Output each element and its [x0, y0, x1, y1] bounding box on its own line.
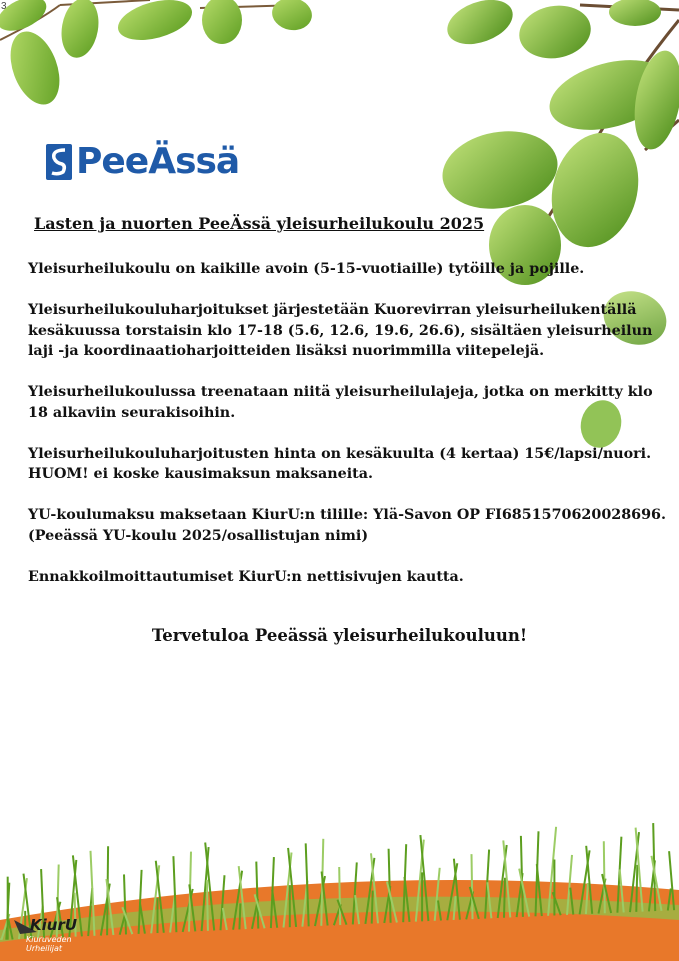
paragraph [28, 505, 678, 546]
grass-blade [239, 903, 240, 929]
paragraph-line: Yleisurheilukoulussa treenataan niitä yleisurheilulajeja, jotka on merkitty klo [28, 384, 653, 400]
grass-blade [472, 854, 473, 919]
page-title: Lasten ja nuorten PeeÄssä yleisurheilukoulu 2025 [34, 214, 485, 233]
grass-blade [504, 878, 505, 918]
grass-blade [636, 865, 637, 912]
grass-blade [604, 841, 605, 913]
grass-blade [339, 867, 340, 925]
paragraph [28, 382, 678, 423]
paragraph-line: laji -ja koordinaatioharjoitteiden lisäksi nuorimmilla viitepelejä. [28, 343, 545, 359]
leaves-top-left-image [0, 0, 330, 110]
peeassa-logo-text: PeeÄssä [76, 141, 240, 182]
kiuru-logo [12, 912, 92, 957]
paragraph [28, 444, 678, 485]
kiuru-logo-name: KiurU [30, 916, 78, 934]
paragraph-line: Yleisurheilukoulu on kaikille avoin (5-15-vuotiaille) tytöille ja pojille. [28, 261, 585, 277]
grass-blade [372, 891, 373, 924]
paragraph [28, 300, 678, 362]
welcome-text: Tervetuloa Peeässä yleisurheilukouluun! [151, 626, 528, 645]
grass-footer-image [0, 800, 679, 961]
paragraph-line: Yleisurheilukouluharjoitusten hinta on kesäkuulta (4 kertaa) 15€/lapsi/nuori. [28, 445, 652, 462]
paragraph-line: YU-koulumaksu maksetaan KiurU:n tilille: Ylä-Savon OP FI6851570620028696. [28, 507, 666, 523]
paragraph [28, 259, 678, 280]
paragraph-line: Ennakkoilmoittautumiset KiurU:n nettisivujen kautta. [28, 568, 464, 585]
paragraph-line: (Peeässä YU-koulu 2025/osallistujan nimi) [28, 527, 369, 544]
paragraph [28, 567, 678, 588]
kiuru-logo-subtitle-1: Kiuruveden [26, 935, 72, 944]
paragraph-line: kesäkuussa torstaisin klo 17-18 (5.6, 12.6, 19.6, 26.6), sisältäen yleisurheilun [28, 322, 653, 339]
grass-blade [207, 880, 208, 931]
kiuru-logo-subtitle-2: Urheilijat [26, 944, 63, 953]
paragraph-line: HUOM! ei koske kausimaksun maksaneita. [28, 466, 374, 482]
paragraph-line: Yleisurheilukouluharjoitukset järjestetään Kuorevirran yleisurheilukentällä [28, 302, 637, 318]
body-text [28, 259, 678, 608]
peeassa-logo [46, 142, 239, 182]
peeassa-logo-mark-icon [46, 144, 72, 180]
paragraph-line: 18 alkaviin seurakisoihin. [28, 404, 236, 421]
page-number: 3 [1, 1, 7, 12]
